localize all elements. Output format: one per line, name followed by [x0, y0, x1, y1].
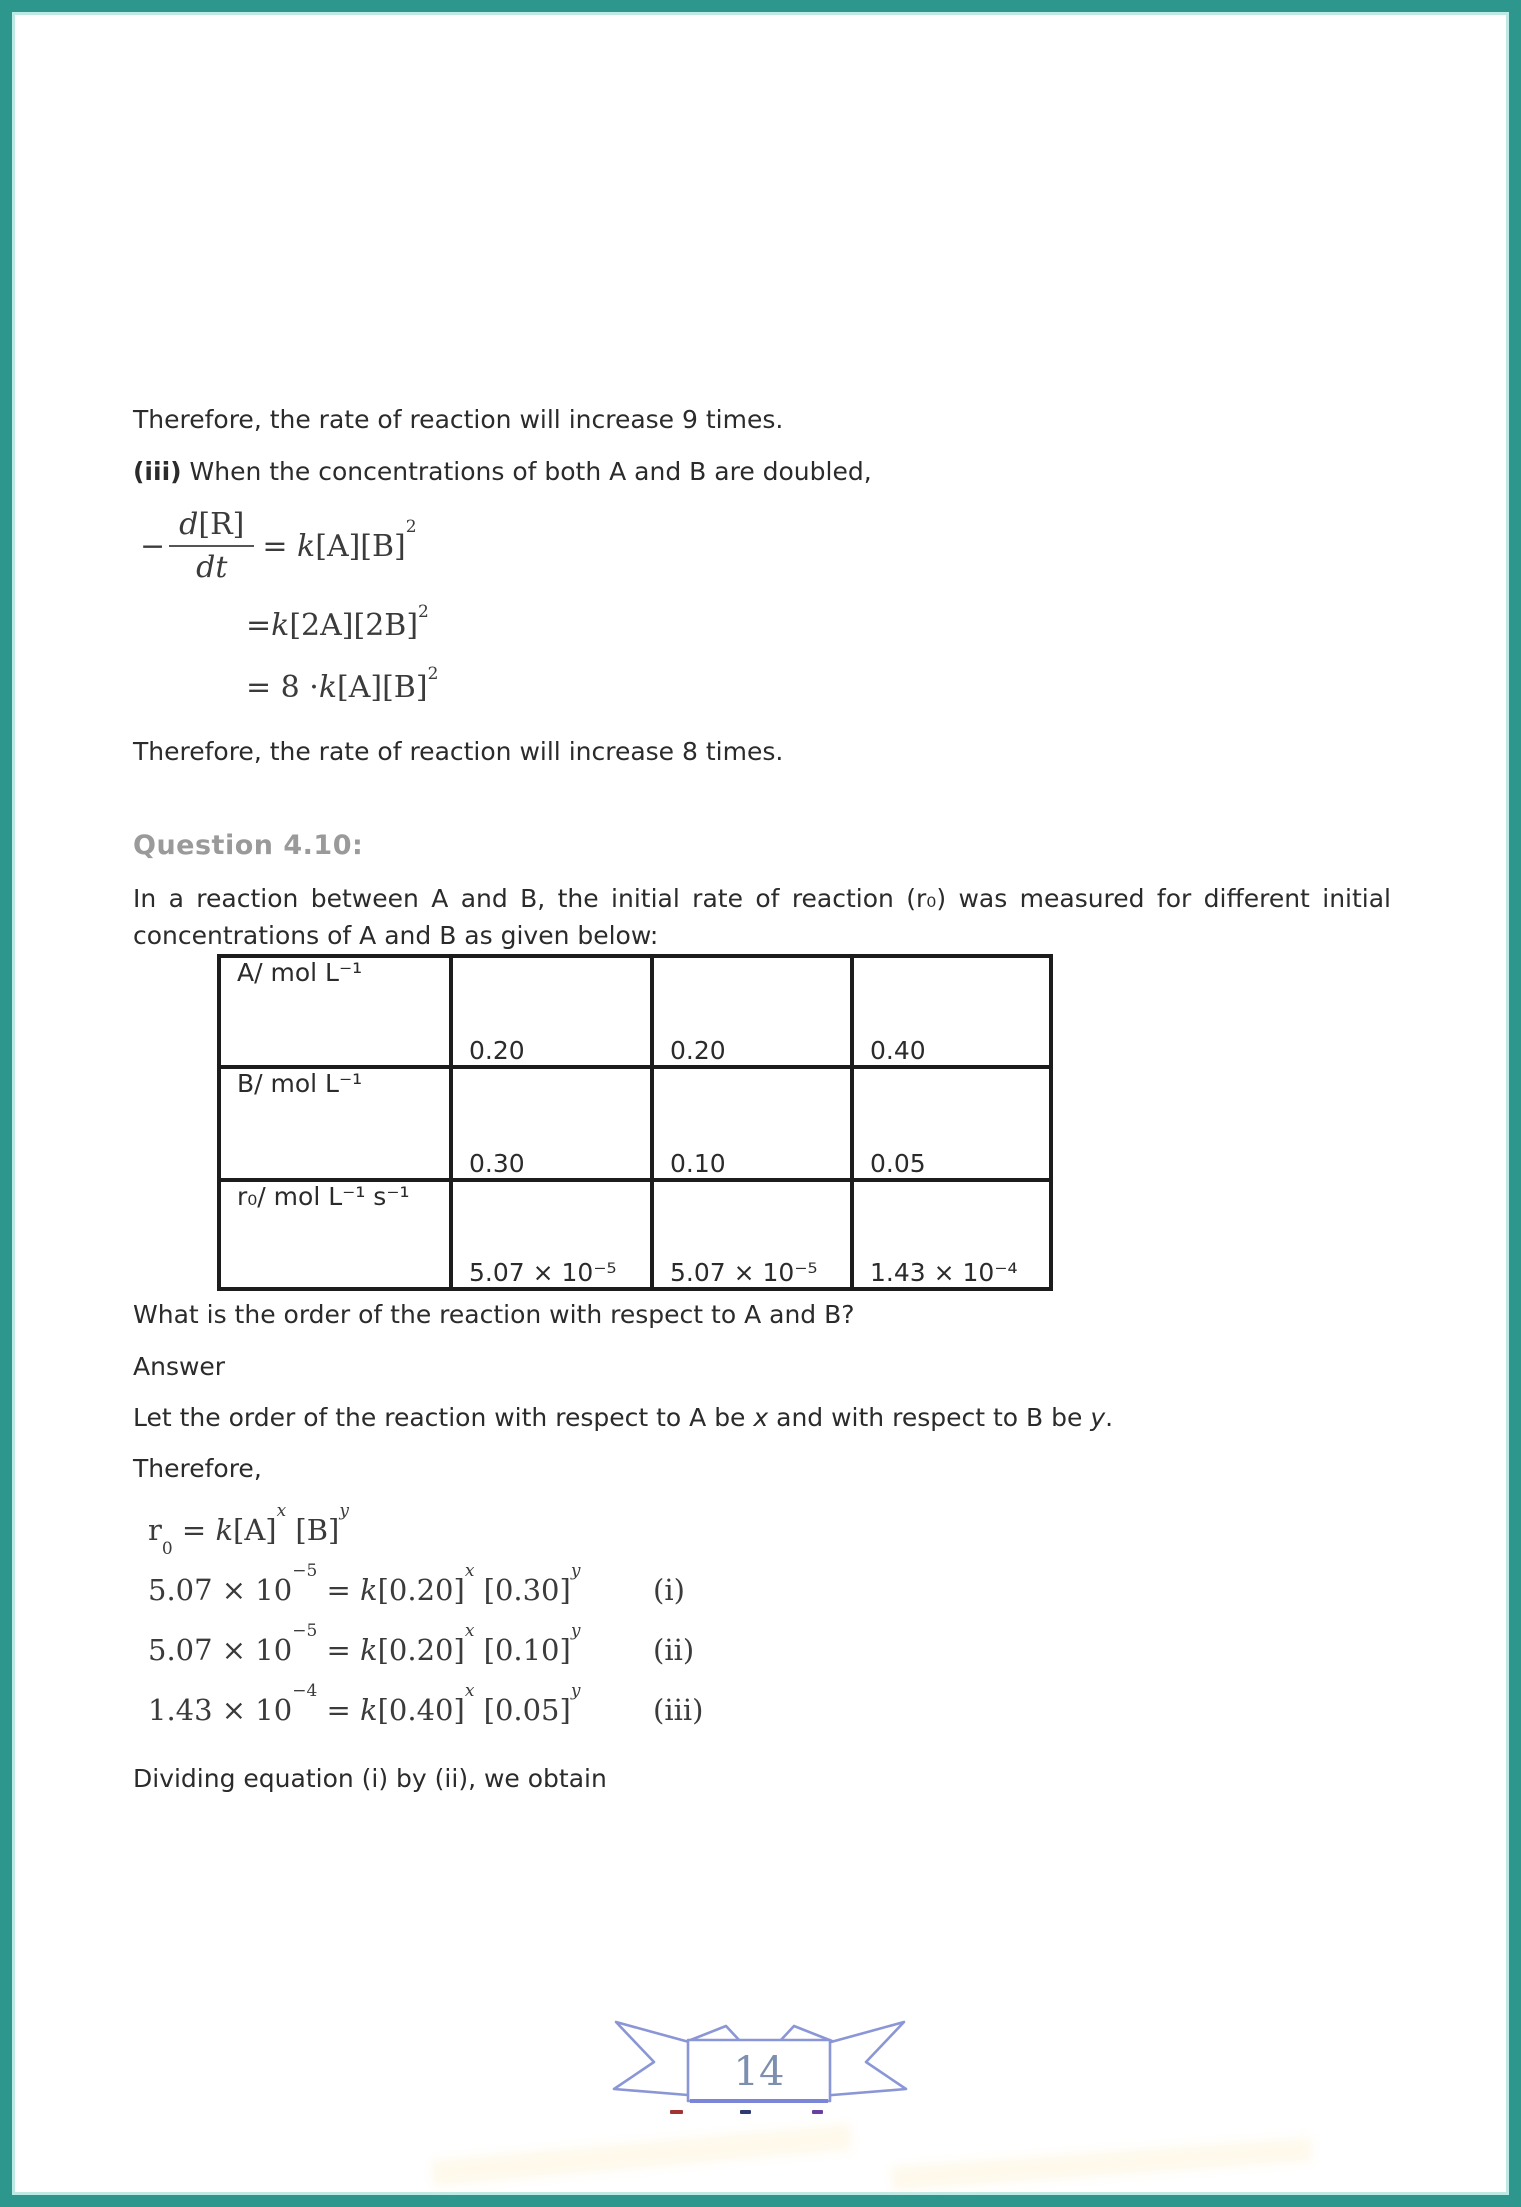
watermark-streak	[432, 2124, 853, 2187]
exponent-x: x	[464, 1681, 475, 1702]
var-y: y	[1090, 1403, 1106, 1432]
equation-line-1	[140, 498, 438, 594]
concentration-rate-table	[217, 954, 1053, 1291]
page-number-ribbon	[600, 2005, 920, 2115]
exponent-y: y	[339, 1501, 349, 1522]
case-iii-text: When the concentrations of both A and B are doubled,	[181, 457, 872, 486]
ribbon-right-wing	[820, 2022, 906, 2096]
cell-r0-2: 5.07 × 10⁻⁵	[652, 1180, 852, 1289]
let-text-b: and with respect to B be	[768, 1403, 1091, 1432]
row-header-A: A/ mol L⁻¹	[219, 956, 451, 1067]
cell-r0-3: 1.43 × 10⁻⁴	[852, 1180, 1051, 1289]
exponent-minus5: −5	[292, 1621, 318, 1642]
subscript-0: 0	[161, 1538, 173, 1559]
fraction-denominator	[169, 547, 254, 585]
brackets-2A2B: [2A][2B]	[289, 607, 419, 643]
bracket-010: [0.10]	[474, 1633, 571, 1667]
var-k: k	[360, 1573, 378, 1607]
paragraph-dividing: Dividing equation (i) by (ii), we obtain	[133, 1764, 607, 1793]
equals: =	[172, 1513, 216, 1547]
equals: =	[317, 1633, 361, 1667]
equation-i-body	[148, 1561, 581, 1607]
equals: =	[317, 1693, 361, 1727]
question-paragraph: In a reaction between A and B, the initial rate of reaction (r₀) was measured for different initial concentrations of A and B as given below:	[133, 884, 1391, 950]
cell-A-2: 0.20	[652, 956, 852, 1067]
cell-A-3: 0.40	[852, 956, 1051, 1067]
exponent-x: x	[464, 1621, 475, 1642]
bracket-A: [A]	[233, 1513, 277, 1547]
paragraph-let-order	[133, 1401, 1113, 1435]
paragraph-case-iii	[133, 455, 872, 489]
lhs-value: 5.07 × 10	[148, 1633, 293, 1667]
var-k: k	[271, 607, 290, 643]
equation-iii	[148, 1680, 908, 1740]
exponent-minus5: −5	[292, 1561, 318, 1582]
var-k: k	[360, 1693, 378, 1727]
paragraph-increase-9-times: Therefore, the rate of reaction will increase 9 times.	[133, 405, 784, 434]
footer-dash-navy	[740, 2110, 751, 2114]
equals-8: = 8 ·	[246, 669, 319, 705]
row-header-B: B/ mol L⁻¹	[219, 1067, 451, 1180]
exponent-y: y	[570, 1561, 581, 1582]
var-k: k	[318, 669, 338, 705]
watermark-streak	[892, 2137, 1313, 2190]
exponent-x: x	[276, 1501, 287, 1522]
var-k: k	[360, 1633, 378, 1667]
table-row-r0	[219, 1180, 1051, 1289]
var-k: k	[297, 528, 316, 564]
fraction-numerator	[169, 507, 254, 547]
therefore-label: Therefore,	[133, 1454, 262, 1483]
equation-i	[148, 1560, 908, 1620]
brackets-AB: [A][B]	[315, 528, 406, 564]
lhs-value: 1.43 × 10	[148, 1693, 293, 1727]
fraction-dRdt	[169, 507, 254, 585]
var-k: k	[215, 1513, 234, 1547]
equals: =	[317, 1573, 361, 1607]
minus-sign: −	[140, 528, 166, 564]
bracket-005: [0.05]	[474, 1693, 571, 1727]
answer-label: Answer	[133, 1352, 226, 1381]
equation-label-ii: (ii)	[653, 1633, 695, 1667]
equals: =	[246, 607, 272, 643]
equation-block-rate-law	[140, 498, 438, 718]
equals: =	[262, 528, 298, 564]
exponent-y: y	[570, 1621, 581, 1642]
bracket-020: [0.20]	[377, 1573, 465, 1607]
equation-iii-body	[148, 1681, 581, 1727]
brackets-AB: [A][B]	[337, 669, 428, 705]
cell-B-2: 0.10	[652, 1067, 852, 1180]
equation-line-2: = k [2A][2B] $^2$	[246, 602, 429, 643]
equation-block-orders	[148, 1500, 908, 1740]
exponent-minus4: −4	[292, 1681, 318, 1702]
row-header-r0: r₀/ mol L⁻¹ s⁻¹	[219, 1180, 451, 1289]
exponent-2: 2	[405, 516, 417, 537]
list-marker-iii: (iii)	[133, 457, 182, 486]
bracket-B: [B]	[286, 1513, 340, 1547]
bracket-030: [0.30]	[474, 1573, 571, 1607]
equation-label-iii: (iii)	[653, 1693, 704, 1727]
lhs-value: 5.07 × 10	[148, 1573, 293, 1607]
cell-r0-1: 5.07 × 10⁻⁵	[451, 1180, 652, 1289]
equation-r0	[148, 1500, 908, 1560]
var-x: x	[753, 1403, 769, 1432]
footer-dash-red	[670, 2110, 683, 2114]
let-text-a: Let the order of the reaction with respect to A be	[133, 1403, 754, 1432]
bracket-R: [R]	[198, 507, 245, 542]
question-tail: What is the order of the reaction with respect to A and B?	[133, 1300, 855, 1329]
equation-ii	[148, 1620, 908, 1680]
equation-label-i: (i)	[653, 1573, 685, 1607]
page-number: 14	[733, 2049, 785, 2095]
bracket-020: [0.20]	[377, 1633, 465, 1667]
rhs-1	[262, 516, 417, 564]
cell-A-1: 0.20	[451, 956, 652, 1067]
var-dt: dt	[196, 550, 228, 585]
cell-B-1: 0.30	[451, 1067, 652, 1180]
equation-line-3: = 8 · k [A][B] $^2$	[246, 664, 439, 705]
let-text-c: .	[1105, 1403, 1114, 1432]
question-heading: Question 4.10:	[133, 830, 364, 861]
bracket-040: [0.40]	[377, 1693, 465, 1727]
var-d: d	[179, 507, 199, 542]
footer-dash-purple	[812, 2110, 823, 2114]
table-row-A	[219, 956, 1051, 1067]
table-row-B	[219, 1067, 1051, 1180]
var-r: r	[148, 1513, 162, 1547]
exponent-x: x	[464, 1561, 475, 1582]
exponent-y: y	[570, 1681, 581, 1702]
equation-ii-body	[148, 1621, 581, 1667]
paragraph-increase-8-times: Therefore, the rate of reaction will increase 8 times.	[133, 737, 784, 766]
r0-term	[148, 1501, 349, 1559]
cell-B-3: 0.05	[852, 1067, 1051, 1180]
